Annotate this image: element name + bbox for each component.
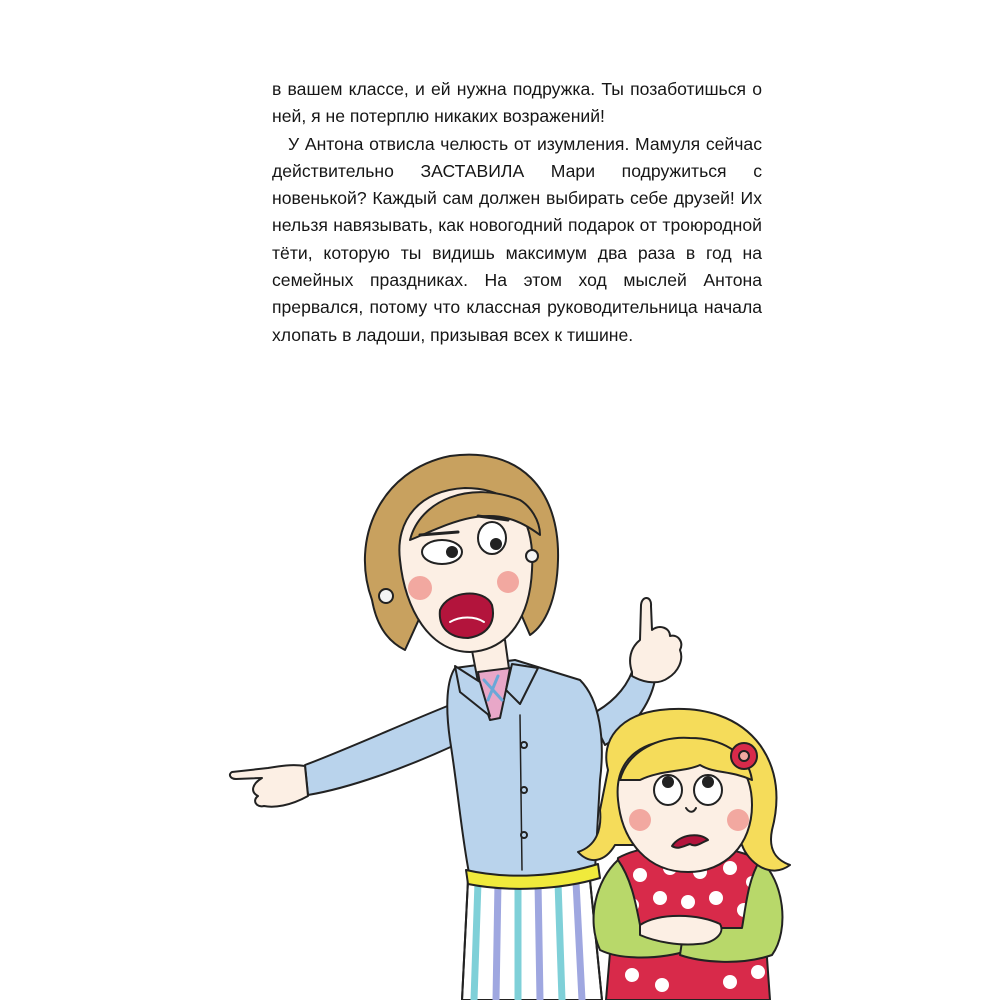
mother-earring-left [379, 589, 393, 603]
mother-left-arm [305, 705, 455, 795]
girl-figure [578, 709, 790, 1000]
mother-earring-right [526, 550, 538, 562]
girl-hair-clip [731, 743, 757, 769]
girl-hands [640, 916, 721, 945]
mother-skirt [462, 880, 602, 1000]
mother-mouth [440, 594, 493, 638]
paragraph-1: в вашем классе, и ей нужна подружка. Ты позаботишься о ней, я не потерплю никаких возражений! [272, 79, 762, 127]
mother-pointing-hand [230, 765, 308, 807]
paragraph-2: У Антона отвисла челюсть от изумления. Мамуля сейчас действительно ЗАСТАВИЛА Мари подружиться с новенькой? Каждый сам должен выбирать себе друзей! Их нельзя навязывать, как новогодний подарок от троюродной тёти, которую ты видишь максимум два раза в год на семейных праздниках. На этом ход мыслей Антона прервался, потому что классная руководительница начала хлопать в ладоши, призывая всех к тишине. [272, 133, 762, 345]
mother-raised-hand [630, 598, 681, 682]
illustration [0, 440, 1000, 1000]
text-block [272, 76, 762, 349]
